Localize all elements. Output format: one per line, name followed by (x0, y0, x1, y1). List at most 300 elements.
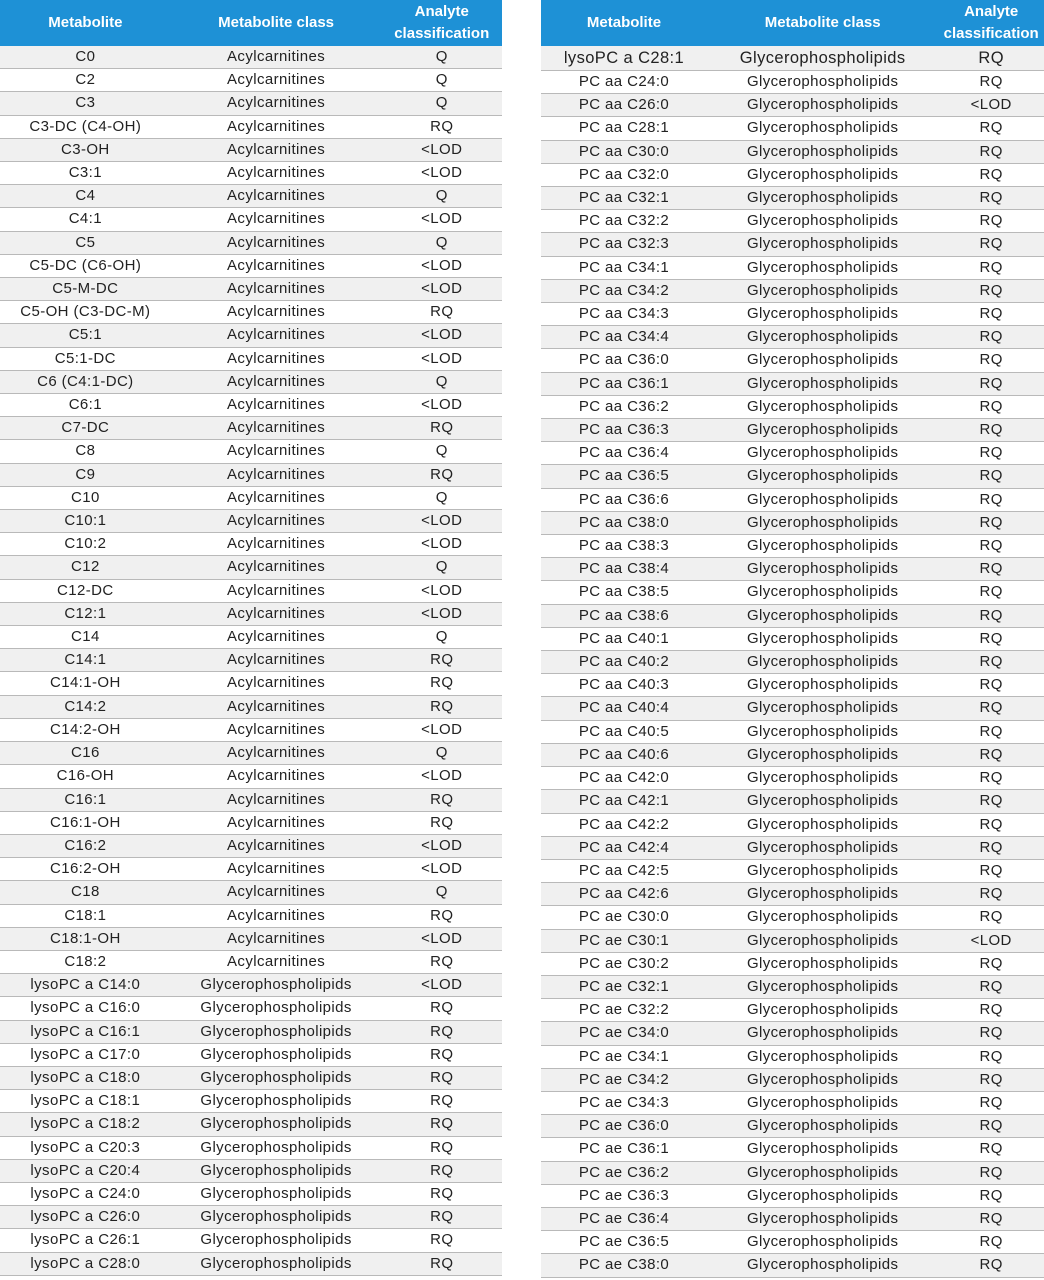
cell-analyte-classification: RQ (938, 581, 1044, 604)
cell-metabolite-class: Acylcarnitines (171, 138, 382, 161)
cell-metabolite: PC ae C34:0 (541, 1022, 707, 1045)
cell-metabolite: C12-DC (0, 579, 171, 602)
cell-analyte-classification: Q (382, 231, 503, 254)
cell-metabolite: PC aa C38:0 (541, 511, 707, 534)
cell-analyte-classification: RQ (938, 906, 1044, 929)
table-row (541, 1254, 1044, 1277)
table-row (541, 859, 1044, 882)
table-row (541, 1045, 1044, 1068)
table-row (0, 138, 502, 161)
table-row (0, 672, 502, 695)
cell-metabolite-class: Glycerophospholipids (707, 46, 938, 71)
cell-metabolite-class: Glycerophospholipids (707, 674, 938, 697)
cell-analyte-classification: RQ (938, 419, 1044, 442)
cell-metabolite-class: Acylcarnitines (171, 46, 382, 69)
cell-metabolite-class: Glycerophospholipids (171, 974, 382, 997)
table-row (541, 813, 1044, 836)
table-row (541, 46, 1044, 71)
cell-analyte-classification: Q (382, 742, 503, 765)
cell-analyte-classification: Q (382, 92, 503, 115)
cell-metabolite: C0 (0, 46, 171, 69)
cell-metabolite-class: Glycerophospholipids (707, 488, 938, 511)
cell-metabolite-class: Acylcarnitines (171, 417, 382, 440)
cell-metabolite-class: Glycerophospholipids (707, 256, 938, 279)
cell-metabolite: lysoPC a C18:1 (0, 1090, 171, 1113)
cell-analyte-classification: <LOD (382, 858, 503, 881)
cell-metabolite: C12:1 (0, 602, 171, 625)
cell-metabolite-class: Acylcarnitines (171, 92, 382, 115)
table-row (0, 579, 502, 602)
header-analyte-classification (382, 0, 503, 46)
table-row (0, 486, 502, 509)
cell-metabolite-class: Acylcarnitines (171, 579, 382, 602)
cell-analyte-classification: RQ (938, 442, 1044, 465)
cell-metabolite: PC aa C40:5 (541, 720, 707, 743)
table-row (0, 742, 502, 765)
cell-metabolite-class: Glycerophospholipids (171, 1020, 382, 1043)
cell-analyte-classification: Q (382, 556, 503, 579)
cell-metabolite-class: Glycerophospholipids (707, 604, 938, 627)
cell-metabolite: C6 (C4:1-DC) (0, 370, 171, 393)
cell-metabolite-class: Glycerophospholipids (707, 71, 938, 94)
cell-metabolite-class: Acylcarnitines (171, 811, 382, 834)
table-row (0, 254, 502, 277)
cell-metabolite: PC aa C28:1 (541, 117, 707, 140)
cell-metabolite: PC aa C34:3 (541, 303, 707, 326)
cell-analyte-classification: <LOD (382, 254, 503, 277)
cell-analyte-classification: RQ (382, 672, 503, 695)
cell-metabolite: PC aa C36:1 (541, 372, 707, 395)
header-metabolite-class: Metabolite class (707, 0, 938, 46)
cell-analyte-classification: RQ (938, 1161, 1044, 1184)
table-row (541, 767, 1044, 790)
cell-metabolite-class: Glycerophospholipids (707, 349, 938, 372)
cell-analyte-classification: RQ (938, 372, 1044, 395)
cell-metabolite: PC aa C34:1 (541, 256, 707, 279)
cell-metabolite-class: Glycerophospholipids (707, 790, 938, 813)
table-row (541, 674, 1044, 697)
cell-metabolite-class: Acylcarnitines (171, 69, 382, 92)
cell-metabolite-class: Glycerophospholipids (707, 883, 938, 906)
cell-metabolite-class: Glycerophospholipids (707, 558, 938, 581)
table-row (541, 349, 1044, 372)
cell-metabolite-class: Glycerophospholipids (707, 187, 938, 210)
cell-metabolite-class: Glycerophospholipids (707, 511, 938, 534)
cell-metabolite-class: Acylcarnitines (171, 533, 382, 556)
cell-metabolite: PC aa C24:0 (541, 71, 707, 94)
cell-metabolite-class: Glycerophospholipids (707, 303, 938, 326)
cell-metabolite: lysoPC a C17:0 (0, 1043, 171, 1066)
table-row (541, 1184, 1044, 1207)
cell-metabolite: C18 (0, 881, 171, 904)
table-row (541, 187, 1044, 210)
cell-metabolite: lysoPC a C26:0 (0, 1206, 171, 1229)
header-metabolite-class: Metabolite class (171, 0, 382, 46)
cell-metabolite: PC aa C38:3 (541, 535, 707, 558)
cell-analyte-classification: RQ (382, 463, 503, 486)
cell-metabolite: C16:1 (0, 788, 171, 811)
cell-metabolite: lysoPC a C20:3 (0, 1136, 171, 1159)
cell-metabolite-class: Glycerophospholipids (707, 140, 938, 163)
cell-metabolite-class: Acylcarnitines (171, 115, 382, 138)
cell-analyte-classification: RQ (382, 417, 503, 440)
table-row (0, 626, 502, 649)
table-row (541, 883, 1044, 906)
cell-metabolite: PC aa C36:5 (541, 465, 707, 488)
table-row (0, 974, 502, 997)
table-row (541, 94, 1044, 117)
cell-metabolite-class: Glycerophospholipids (171, 1229, 382, 1252)
cell-analyte-classification: <LOD (938, 94, 1044, 117)
cell-metabolite-class: Glycerophospholipids (707, 999, 938, 1022)
table-header-row (0, 0, 502, 46)
cell-analyte-classification: Q (382, 486, 503, 509)
cell-metabolite: PC aa C32:3 (541, 233, 707, 256)
cell-analyte-classification: RQ (938, 233, 1044, 256)
table-row (541, 233, 1044, 256)
table-row (541, 743, 1044, 766)
cell-metabolite: C10 (0, 486, 171, 509)
table-row (0, 1090, 502, 1113)
table-row (0, 92, 502, 115)
cell-metabolite-class: Acylcarnitines (171, 440, 382, 463)
table-row (541, 488, 1044, 511)
cell-metabolite-class: Glycerophospholipids (707, 326, 938, 349)
cell-metabolite-class: Acylcarnitines (171, 649, 382, 672)
cell-metabolite: C3:1 (0, 162, 171, 185)
cell-metabolite-class: Acylcarnitines (171, 463, 382, 486)
cell-metabolite: lysoPC a C24:0 (0, 1182, 171, 1205)
header-analyte-line2: classification (394, 25, 490, 42)
cell-analyte-classification: RQ (938, 883, 1044, 906)
cell-metabolite: C12 (0, 556, 171, 579)
cell-metabolite-class: Glycerophospholipids (707, 372, 938, 395)
cell-metabolite: C14:2 (0, 695, 171, 718)
cell-metabolite-class: Glycerophospholipids (707, 210, 938, 233)
cell-metabolite: C5-OH (C3-DC-M) (0, 301, 171, 324)
cell-metabolite-class: Glycerophospholipids (707, 1068, 938, 1091)
table-row (541, 1207, 1044, 1230)
table-row (541, 256, 1044, 279)
cell-analyte-classification: <LOD (382, 533, 503, 556)
cell-metabolite-class: Acylcarnitines (171, 370, 382, 393)
table-row (0, 765, 502, 788)
cell-analyte-classification: RQ (382, 649, 503, 672)
cell-metabolite: PC aa C26:0 (541, 94, 707, 117)
table-row (0, 556, 502, 579)
header-analyte-classification (938, 0, 1044, 46)
table-row (0, 1252, 502, 1275)
cell-metabolite: PC aa C38:4 (541, 558, 707, 581)
cell-analyte-classification: RQ (382, 1229, 503, 1252)
cell-metabolite: PC aa C30:0 (541, 140, 707, 163)
cell-analyte-classification: RQ (938, 1068, 1044, 1091)
cell-metabolite-class: Glycerophospholipids (707, 767, 938, 790)
table-row (541, 210, 1044, 233)
cell-metabolite-class: Acylcarnitines (171, 695, 382, 718)
cell-metabolite-class: Glycerophospholipids (707, 743, 938, 766)
cell-metabolite-class: Glycerophospholipids (707, 279, 938, 302)
table-body-right (541, 46, 1044, 1277)
cell-analyte-classification: RQ (938, 1022, 1044, 1045)
cell-metabolite: PC aa C36:2 (541, 395, 707, 418)
table-row (541, 929, 1044, 952)
cell-analyte-classification: RQ (938, 140, 1044, 163)
cell-metabolite-class: Acylcarnitines (171, 602, 382, 625)
cell-analyte-classification: RQ (938, 1254, 1044, 1277)
cell-metabolite: C14:1 (0, 649, 171, 672)
cell-metabolite: PC aa C34:2 (541, 279, 707, 302)
cell-metabolite-class: Glycerophospholipids (707, 697, 938, 720)
cell-analyte-classification: RQ (938, 558, 1044, 581)
table-row (0, 858, 502, 881)
cell-metabolite: PC aa C36:3 (541, 419, 707, 442)
cell-metabolite: PC ae C36:0 (541, 1115, 707, 1138)
cell-metabolite: C10:1 (0, 510, 171, 533)
table-row (541, 1068, 1044, 1091)
cell-metabolite: C16:2 (0, 834, 171, 857)
cell-analyte-classification: <LOD (382, 579, 503, 602)
cell-analyte-classification: RQ (938, 256, 1044, 279)
table-row (541, 279, 1044, 302)
cell-analyte-classification: Q (382, 881, 503, 904)
cell-analyte-classification: RQ (382, 950, 503, 973)
cell-analyte-classification: RQ (938, 1231, 1044, 1254)
cell-metabolite: PC aa C42:0 (541, 767, 707, 790)
cell-metabolite-class: Glycerophospholipids (707, 1022, 938, 1045)
cell-analyte-classification: RQ (382, 1113, 503, 1136)
table-row (0, 463, 502, 486)
cell-metabolite: lysoPC a C16:1 (0, 1020, 171, 1043)
cell-metabolite-class: Glycerophospholipids (707, 117, 938, 140)
table-row (0, 394, 502, 417)
cell-analyte-classification: RQ (938, 187, 1044, 210)
cell-metabolite: PC ae C38:0 (541, 1254, 707, 1277)
table-row (0, 1066, 502, 1089)
cell-analyte-classification: RQ (382, 301, 503, 324)
table-row (0, 69, 502, 92)
table-row (0, 510, 502, 533)
cell-analyte-classification: RQ (938, 1138, 1044, 1161)
table-row (541, 1231, 1044, 1254)
table-row (541, 975, 1044, 998)
cell-metabolite-class: Glycerophospholipids (171, 1113, 382, 1136)
cell-metabolite: PC aa C32:1 (541, 187, 707, 210)
table-body-left (0, 46, 502, 1275)
cell-analyte-classification: <LOD (382, 834, 503, 857)
table-row (541, 1091, 1044, 1114)
cell-metabolite: C16-OH (0, 765, 171, 788)
table-row (541, 1161, 1044, 1184)
cell-analyte-classification: RQ (382, 1090, 503, 1113)
cell-metabolite: C18:1 (0, 904, 171, 927)
cell-metabolite: PC ae C30:0 (541, 906, 707, 929)
table-row (541, 163, 1044, 186)
table-row (541, 326, 1044, 349)
cell-analyte-classification: <LOD (382, 974, 503, 997)
cell-metabolite-class: Acylcarnitines (171, 324, 382, 347)
cell-analyte-classification: RQ (938, 1207, 1044, 1230)
cell-analyte-classification: RQ (938, 767, 1044, 790)
cell-metabolite-class: Glycerophospholipids (171, 1206, 382, 1229)
cell-metabolite: PC ae C32:2 (541, 999, 707, 1022)
table-row (0, 370, 502, 393)
cell-metabolite-class: Glycerophospholipids (707, 94, 938, 117)
table-row (0, 1043, 502, 1066)
table-row (541, 1022, 1044, 1045)
cell-metabolite: C6:1 (0, 394, 171, 417)
table-row (0, 950, 502, 973)
table-row (0, 695, 502, 718)
table-row (541, 303, 1044, 326)
table-row (0, 162, 502, 185)
cell-metabolite-class: Glycerophospholipids (707, 836, 938, 859)
cell-analyte-classification: RQ (938, 349, 1044, 372)
table-row (541, 906, 1044, 929)
table-row (0, 46, 502, 69)
cell-metabolite: lysoPC a C18:0 (0, 1066, 171, 1089)
cell-metabolite-class: Acylcarnitines (171, 881, 382, 904)
cell-metabolite-class: Acylcarnitines (171, 788, 382, 811)
table-row (0, 231, 502, 254)
cell-metabolite-class: Acylcarnitines (171, 718, 382, 741)
table-row (0, 1136, 502, 1159)
cell-metabolite-class: Acylcarnitines (171, 927, 382, 950)
cell-metabolite: lysoPC a C28:1 (541, 46, 707, 71)
cell-analyte-classification: RQ (382, 1206, 503, 1229)
cell-metabolite-class: Glycerophospholipids (707, 581, 938, 604)
table-row (541, 999, 1044, 1022)
table-row (541, 558, 1044, 581)
cell-metabolite: PC ae C30:1 (541, 929, 707, 952)
cell-metabolite: PC aa C40:4 (541, 697, 707, 720)
cell-analyte-classification: RQ (938, 674, 1044, 697)
cell-metabolite-class: Glycerophospholipids (707, 442, 938, 465)
cell-analyte-classification: RQ (938, 651, 1044, 674)
cell-analyte-classification: RQ (938, 326, 1044, 349)
cell-metabolite-class: Glycerophospholipids (707, 465, 938, 488)
cell-metabolite: PC aa C40:1 (541, 627, 707, 650)
cell-metabolite-class: Glycerophospholipids (171, 1252, 382, 1275)
cell-metabolite-class: Acylcarnitines (171, 394, 382, 417)
cell-metabolite: C3-DC (C4-OH) (0, 115, 171, 138)
cell-analyte-classification: RQ (938, 975, 1044, 998)
cell-analyte-classification: <LOD (382, 394, 503, 417)
cell-analyte-classification: RQ (938, 952, 1044, 975)
cell-metabolite-class: Acylcarnitines (171, 950, 382, 973)
table-row (541, 697, 1044, 720)
cell-metabolite: C14 (0, 626, 171, 649)
cell-metabolite-class: Acylcarnitines (171, 742, 382, 765)
cell-analyte-classification: RQ (382, 1252, 503, 1275)
cell-metabolite: PC aa C36:4 (541, 442, 707, 465)
cell-metabolite: C5-M-DC (0, 278, 171, 301)
cell-metabolite-class: Acylcarnitines (171, 278, 382, 301)
cell-metabolite: C4:1 (0, 208, 171, 231)
table-row (0, 533, 502, 556)
table-row (541, 535, 1044, 558)
cell-analyte-classification: RQ (938, 71, 1044, 94)
cell-metabolite-class: Glycerophospholipids (707, 1045, 938, 1068)
cell-metabolite: C7-DC (0, 417, 171, 440)
left-table-panel (0, 0, 502, 1276)
cell-analyte-classification: RQ (938, 743, 1044, 766)
cell-analyte-classification: RQ (938, 999, 1044, 1022)
cell-analyte-classification: RQ (938, 1184, 1044, 1207)
cell-analyte-classification: RQ (382, 1020, 503, 1043)
cell-metabolite: PC aa C42:4 (541, 836, 707, 859)
cell-metabolite: C3 (0, 92, 171, 115)
cell-metabolite-class: Acylcarnitines (171, 231, 382, 254)
cell-analyte-classification: <LOD (382, 278, 503, 301)
cell-metabolite-class: Glycerophospholipids (171, 997, 382, 1020)
cell-metabolite-class: Glycerophospholipids (707, 906, 938, 929)
cell-analyte-classification: RQ (382, 115, 503, 138)
cell-metabolite-class: Acylcarnitines (171, 347, 382, 370)
cell-metabolite: PC ae C36:5 (541, 1231, 707, 1254)
cell-analyte-classification: RQ (382, 1066, 503, 1089)
cell-metabolite-class: Glycerophospholipids (707, 1254, 938, 1277)
cell-metabolite: C18:2 (0, 950, 171, 973)
table-row (0, 185, 502, 208)
cell-analyte-classification: RQ (382, 788, 503, 811)
cell-metabolite-class: Glycerophospholipids (707, 975, 938, 998)
cell-analyte-classification: <LOD (382, 347, 503, 370)
table-row (541, 651, 1044, 674)
cell-metabolite-class: Acylcarnitines (171, 301, 382, 324)
cell-metabolite-class: Acylcarnitines (171, 510, 382, 533)
cell-metabolite-class: Acylcarnitines (171, 765, 382, 788)
metabolite-table-left (0, 0, 502, 1276)
cell-analyte-classification: RQ (382, 1182, 503, 1205)
cell-analyte-classification: RQ (938, 720, 1044, 743)
cell-metabolite-class: Glycerophospholipids (707, 1161, 938, 1184)
table-row (0, 904, 502, 927)
cell-analyte-classification: RQ (382, 1136, 503, 1159)
cell-metabolite-class: Glycerophospholipids (171, 1066, 382, 1089)
table-row (541, 952, 1044, 975)
header-analyte-line1: Analyte (964, 3, 1019, 20)
table-row (0, 1229, 502, 1252)
cell-metabolite: C8 (0, 440, 171, 463)
table-row (0, 834, 502, 857)
cell-analyte-classification: <LOD (382, 765, 503, 788)
table-row (0, 301, 502, 324)
cell-analyte-classification: RQ (938, 1115, 1044, 1138)
header-metabolite: Metabolite (0, 0, 171, 46)
table-row (0, 1159, 502, 1182)
table-row (0, 788, 502, 811)
cell-metabolite-class: Acylcarnitines (171, 208, 382, 231)
cell-metabolite-class: Acylcarnitines (171, 556, 382, 579)
table-row (541, 627, 1044, 650)
cell-metabolite-class: Glycerophospholipids (707, 813, 938, 836)
cell-metabolite-class: Glycerophospholipids (707, 1091, 938, 1114)
table-row (541, 372, 1044, 395)
cell-analyte-classification: RQ (938, 859, 1044, 882)
cell-analyte-classification: <LOD (382, 138, 503, 161)
cell-analyte-classification: Q (382, 46, 503, 69)
cell-metabolite-class: Glycerophospholipids (707, 163, 938, 186)
table-row (0, 927, 502, 950)
cell-analyte-classification: RQ (938, 790, 1044, 813)
cell-analyte-classification: RQ (938, 836, 1044, 859)
cell-analyte-classification: <LOD (382, 510, 503, 533)
cell-analyte-classification: RQ (938, 163, 1044, 186)
cell-metabolite-class: Glycerophospholipids (707, 1184, 938, 1207)
cell-metabolite: C14:2-OH (0, 718, 171, 741)
cell-analyte-classification: RQ (938, 117, 1044, 140)
